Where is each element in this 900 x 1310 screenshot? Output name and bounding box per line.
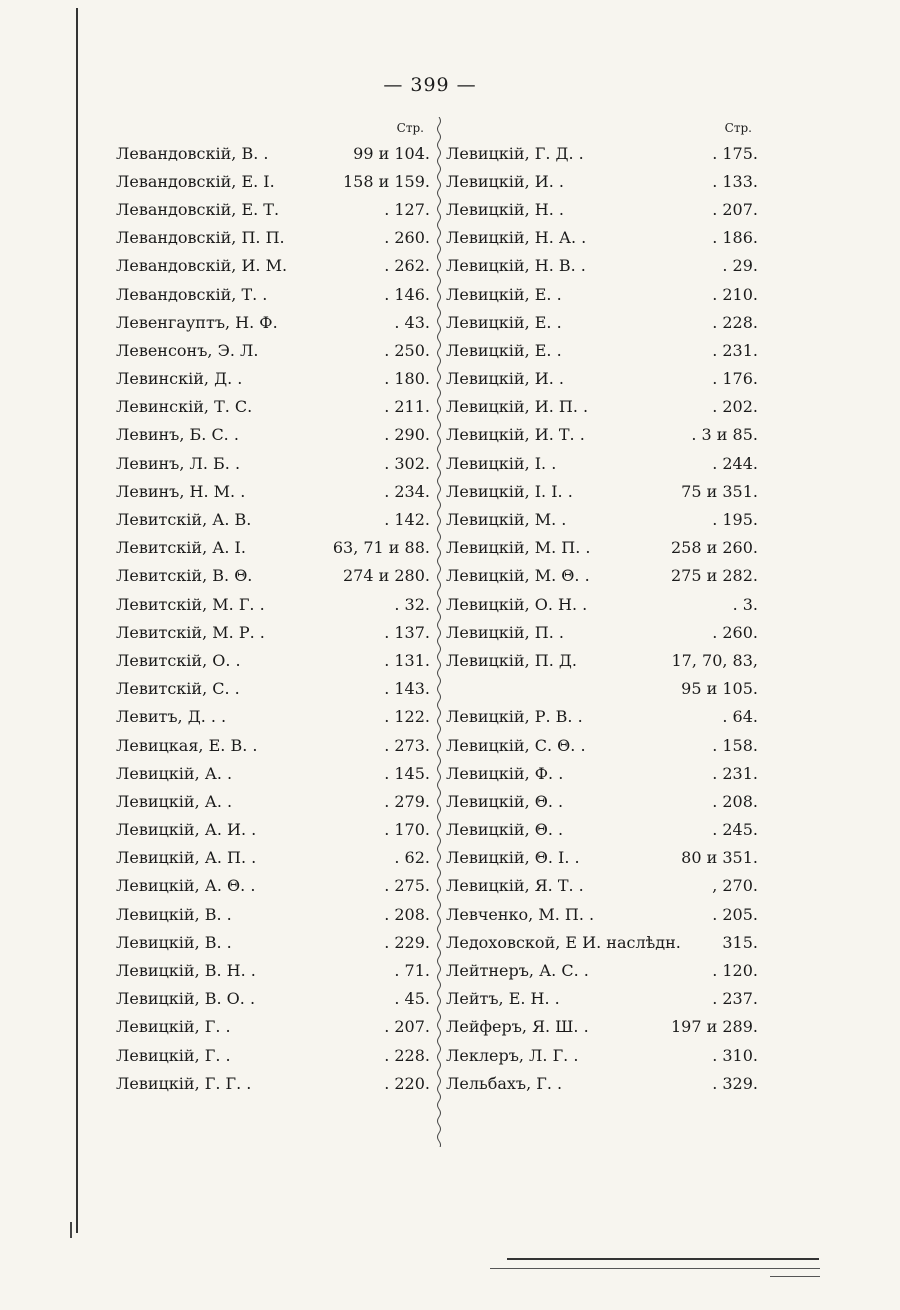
entry-pages: . 229. bbox=[384, 932, 430, 952]
entry-pages: . 260. bbox=[712, 622, 758, 642]
index-entry bbox=[446, 336, 758, 364]
entry-pages: . 142. bbox=[384, 510, 430, 530]
entry-name: Ледоховской, Е И. наслѣдн. bbox=[446, 932, 681, 952]
entry-name: Левицкій, І. І. . bbox=[446, 481, 573, 501]
index-entry bbox=[116, 167, 430, 195]
entry-name: Левицкій, М. . bbox=[446, 510, 567, 530]
entry-pages: . 245. bbox=[712, 820, 758, 840]
entry-name: Левицкій, В. . bbox=[116, 904, 232, 924]
index-entry bbox=[446, 562, 758, 590]
entry-pages: . 244. bbox=[712, 453, 758, 473]
entry-name: Леклеръ, Л. Г. . bbox=[446, 1045, 579, 1065]
left-index-column bbox=[116, 117, 430, 1097]
index-entry bbox=[446, 759, 758, 787]
entry-name: Левицкій, Г. Г. . bbox=[116, 1073, 252, 1093]
entry-pages: . 262. bbox=[384, 256, 430, 276]
entry-pages: . 228. bbox=[384, 1045, 430, 1065]
entry-pages: . 180. bbox=[384, 369, 430, 389]
entry-pages: . 133. bbox=[712, 171, 758, 191]
entry-pages: . 64. bbox=[722, 707, 758, 727]
entry-name: Левицкій, Е. . bbox=[446, 284, 562, 304]
entry-pages: 99 и 104. bbox=[353, 143, 430, 163]
entry-pages: . 143. bbox=[384, 679, 430, 699]
entry-pages: . 231. bbox=[712, 340, 758, 360]
entry-pages: 158 и 159. bbox=[343, 171, 430, 191]
entry-pages: . 329. bbox=[712, 1073, 758, 1093]
entry-name: Левицкій, В. . bbox=[116, 932, 232, 952]
right-entry-list bbox=[446, 139, 758, 1097]
entry-pages: . 127. bbox=[384, 199, 430, 219]
entry-pages: . 145. bbox=[384, 763, 430, 783]
entry-name: Левченко, М. П. . bbox=[446, 904, 595, 924]
entry-pages: 258 и 260. bbox=[671, 538, 758, 558]
index-entry bbox=[446, 280, 758, 308]
entry-name: Левинскій, Д. . bbox=[116, 369, 243, 389]
index-entry bbox=[116, 703, 430, 731]
index-entry bbox=[446, 308, 758, 336]
entry-name: Левинскій, Т. С. bbox=[116, 397, 253, 417]
index-entry bbox=[446, 421, 758, 449]
entry-pages: . 137. bbox=[384, 622, 430, 642]
index-entry bbox=[116, 477, 430, 505]
index-entry bbox=[446, 167, 758, 195]
entry-pages: . 250. bbox=[384, 340, 430, 360]
entry-pages: . 207. bbox=[712, 199, 758, 219]
entry-pages: , 270. bbox=[712, 876, 758, 896]
entry-name: Левицкій, П. . bbox=[446, 622, 564, 642]
entry-pages: . 220. bbox=[384, 1073, 430, 1093]
index-entry bbox=[446, 139, 758, 167]
entry-name: Левенсонъ, Э. Л. bbox=[116, 340, 259, 360]
index-entry bbox=[446, 365, 758, 393]
entry-pages: 17, 70, 83, bbox=[671, 650, 758, 670]
index-entry bbox=[116, 252, 430, 280]
right-index-column bbox=[446, 117, 758, 1097]
entry-name: Лейтъ, Е. Н. . bbox=[446, 989, 560, 1009]
entry-pages: . 170. bbox=[384, 820, 430, 840]
entry-pages: . 29. bbox=[722, 256, 758, 276]
entry-pages: . 43. bbox=[394, 312, 430, 332]
index-entry bbox=[446, 956, 758, 984]
index-entry bbox=[446, 195, 758, 223]
entry-pages: . 32. bbox=[394, 594, 430, 614]
index-entry bbox=[446, 872, 758, 900]
entry-name: Левицкій, Р. В. . bbox=[446, 707, 583, 727]
entry-name: Левандовскій, Т. . bbox=[116, 284, 268, 304]
entry-name: Левицкій, І. . bbox=[446, 453, 557, 473]
entry-name: Левицкій, Н. А. . bbox=[446, 228, 587, 248]
index-entry bbox=[446, 449, 758, 477]
entry-name: Левинъ, Л. Б. . bbox=[116, 453, 241, 473]
index-entry bbox=[116, 562, 430, 590]
index-entry bbox=[116, 505, 430, 533]
entry-pages: . 310. bbox=[712, 1045, 758, 1065]
index-entry bbox=[116, 731, 430, 759]
index-entry bbox=[446, 477, 758, 505]
entry-name: Лейферъ, Я. Ш. . bbox=[446, 1017, 589, 1037]
index-entry bbox=[446, 787, 758, 815]
entry-name: Левицкій, Н. . bbox=[446, 199, 564, 219]
entry-pages: . 122. bbox=[384, 707, 430, 727]
index-entry bbox=[446, 590, 758, 618]
entry-name: Левинъ, Б. С. . bbox=[116, 425, 239, 445]
entry-name: Левицкій, В. Н. . bbox=[116, 961, 256, 981]
left-entry-list bbox=[116, 139, 430, 1097]
entry-pages: 63, 71 и 88. bbox=[332, 538, 430, 558]
entry-pages: 197 и 289. bbox=[671, 1017, 758, 1037]
left-column-header: Стр. bbox=[396, 121, 424, 135]
entry-name: Левитъ, Д. . . bbox=[116, 707, 227, 727]
index-entry bbox=[446, 731, 758, 759]
entry-name: Левицкій, Н. В. . bbox=[446, 256, 586, 276]
index-entry bbox=[116, 449, 430, 477]
index-entry bbox=[116, 1013, 430, 1041]
entry-pages: . 176. bbox=[712, 369, 758, 389]
entry-name: Левицкій, С. Θ. . bbox=[446, 735, 586, 755]
entry-name: Левицкій, И. . bbox=[446, 369, 564, 389]
entry-pages: . 273. bbox=[384, 735, 430, 755]
entry-name: Левицкая, Е. В. . bbox=[116, 735, 258, 755]
index-entry bbox=[116, 872, 430, 900]
right-column-header: Стр. bbox=[724, 121, 752, 135]
index-entry bbox=[116, 421, 430, 449]
entry-name: Левандовскій, И. М. bbox=[116, 256, 288, 276]
index-entry bbox=[446, 646, 758, 674]
entry-name: Левицкій, А. И. . bbox=[116, 820, 257, 840]
column-divider bbox=[436, 117, 442, 1147]
index-entry bbox=[116, 844, 430, 872]
entry-pages: . 146. bbox=[384, 284, 430, 304]
entry-name: Левицкій, П. Д. bbox=[446, 650, 577, 670]
entry-name: Левитскій, С. . bbox=[116, 679, 240, 699]
entry-pages: . 175. bbox=[712, 143, 758, 163]
index-entry bbox=[116, 280, 430, 308]
index-entry bbox=[116, 646, 430, 674]
entry-name: Левицкій, А. . bbox=[116, 791, 233, 811]
index-entry bbox=[116, 675, 430, 703]
binding-mark bbox=[70, 1222, 84, 1238]
entry-pages: . 3 и 85. bbox=[691, 425, 758, 445]
index-entry bbox=[116, 1069, 430, 1097]
entry-pages: . 195. bbox=[712, 510, 758, 530]
index-entry bbox=[116, 900, 430, 928]
entry-name: Левицкій, А. П. . bbox=[116, 848, 257, 868]
entry-name: Левицкій, Г. . bbox=[116, 1045, 231, 1065]
entry-name: Лельбахъ, Г. . bbox=[446, 1073, 563, 1093]
entry-pages: . 120. bbox=[712, 961, 758, 981]
entry-name: Лейтнеръ, А. С. . bbox=[446, 961, 589, 981]
entry-name: Левандовскій, Е. Т. bbox=[116, 199, 280, 219]
index-entry bbox=[446, 1013, 758, 1041]
page-number: — 399 — bbox=[383, 74, 477, 96]
index-entry bbox=[446, 1041, 758, 1069]
entry-pages: . 211. bbox=[384, 397, 430, 417]
index-entry bbox=[116, 195, 430, 223]
entry-pages: . 62. bbox=[394, 848, 430, 868]
entry-name: Левицкій, В. О. . bbox=[116, 989, 256, 1009]
entry-pages: . 228. bbox=[712, 312, 758, 332]
entry-pages: . 237. bbox=[712, 989, 758, 1009]
entry-pages: . 45. bbox=[394, 989, 430, 1009]
entry-pages: . 207. bbox=[384, 1017, 430, 1037]
index-entry bbox=[446, 816, 758, 844]
index-entry bbox=[116, 759, 430, 787]
index-entry bbox=[116, 618, 430, 646]
entry-name: Левицкій, Г. Д. . bbox=[446, 143, 584, 163]
entry-pages: . 131. bbox=[384, 650, 430, 670]
entry-pages: . 3. bbox=[732, 594, 758, 614]
entry-name: Левинъ, Н. М. . bbox=[116, 481, 246, 501]
entry-name: Левандовскій, Е. І. bbox=[116, 171, 275, 191]
entry-pages: . 231. bbox=[712, 763, 758, 783]
index-entry bbox=[116, 928, 430, 956]
entry-pages: 80 и 351. bbox=[681, 848, 758, 868]
entry-pages: . 158. bbox=[712, 735, 758, 755]
index-entry bbox=[446, 534, 758, 562]
entry-name: Левандовскій, В. . bbox=[116, 143, 269, 163]
index-entry bbox=[116, 787, 430, 815]
entry-pages: 274 и 280. bbox=[343, 566, 430, 586]
entry-name: Левицкій, Θ. . bbox=[446, 791, 564, 811]
index-entry bbox=[116, 139, 430, 167]
entry-pages: . 275. bbox=[384, 876, 430, 896]
index-entry bbox=[446, 928, 758, 956]
index-entry bbox=[116, 590, 430, 618]
index-entry bbox=[116, 985, 430, 1013]
entry-pages: . 260. bbox=[384, 228, 430, 248]
entry-pages: . 234. bbox=[384, 481, 430, 501]
index-entry bbox=[446, 675, 758, 703]
entry-name: Левицкій, Е. . bbox=[446, 312, 562, 332]
index-entry bbox=[116, 336, 430, 364]
entry-name: Левицкій, Г. . bbox=[116, 1017, 231, 1037]
entry-name: Левицкій, И. . bbox=[446, 171, 564, 191]
index-entry bbox=[446, 900, 758, 928]
index-entry bbox=[116, 534, 430, 562]
entry-name: Левандовскій, П. П. bbox=[116, 228, 285, 248]
entry-name: Левитскій, О. . bbox=[116, 650, 241, 670]
entry-name: Левитскій, А. В. bbox=[116, 510, 252, 530]
index-entry bbox=[446, 703, 758, 731]
entry-name: Левицкій, И. Т. . bbox=[446, 425, 585, 445]
index-entry bbox=[446, 844, 758, 872]
entry-name: Левицкій, Я. Т. . bbox=[446, 876, 584, 896]
entry-pages: 95 и 105. bbox=[681, 679, 758, 699]
index-entry bbox=[116, 308, 430, 336]
index-entry bbox=[116, 816, 430, 844]
index-entry bbox=[446, 393, 758, 421]
entry-name: Левицкій, М. П. . bbox=[446, 538, 591, 558]
index-entry bbox=[446, 224, 758, 252]
bottom-rule bbox=[490, 1268, 820, 1269]
entry-name: Левицкій, О. Н. . bbox=[446, 594, 588, 614]
index-entry bbox=[116, 1041, 430, 1069]
bottom-rule-thick bbox=[507, 1258, 819, 1260]
binding-edge-line bbox=[76, 8, 78, 1233]
entry-name: Левитскій, В. Θ. bbox=[116, 566, 253, 586]
entry-name: Левитскій, А. І. bbox=[116, 538, 246, 558]
entry-pages: . 279. bbox=[384, 791, 430, 811]
entry-name: Левенгауптъ, Н. Ф. bbox=[116, 312, 278, 332]
entry-pages: 315. bbox=[722, 932, 758, 952]
entry-pages: . 302. bbox=[384, 453, 430, 473]
entry-pages: . 208. bbox=[384, 904, 430, 924]
entry-name: Левицкій, А. . bbox=[116, 763, 233, 783]
entry-name: Левицкій, Θ. . bbox=[446, 820, 564, 840]
index-entry bbox=[116, 224, 430, 252]
bottom-rule-short bbox=[770, 1276, 820, 1277]
index-entry bbox=[116, 956, 430, 984]
entry-pages: 75 и 351. bbox=[681, 481, 758, 501]
entry-name: Левицкій, Θ. І. . bbox=[446, 848, 580, 868]
entry-name: Левитскій, М. Г. . bbox=[116, 594, 265, 614]
index-entry bbox=[116, 393, 430, 421]
entry-pages: . 71. bbox=[394, 961, 430, 981]
index-entry bbox=[116, 365, 430, 393]
index-entry bbox=[446, 618, 758, 646]
entry-name: Левицкій, А. Θ. . bbox=[116, 876, 256, 896]
entry-pages: . 205. bbox=[712, 904, 758, 924]
entry-name: Левицкій, И. П. . bbox=[446, 397, 589, 417]
entry-pages: . 202. bbox=[712, 397, 758, 417]
entry-name: Левитскій, М. Р. . bbox=[116, 622, 265, 642]
entry-pages: . 208. bbox=[712, 791, 758, 811]
entry-pages: 275 и 282. bbox=[671, 566, 758, 586]
entry-name: Левицкій, Ф. . bbox=[446, 763, 564, 783]
entry-name: Левицкій, Е. . bbox=[446, 340, 562, 360]
index-entry bbox=[446, 252, 758, 280]
entry-name: Левицкій, М. Θ. . bbox=[446, 566, 590, 586]
index-entry bbox=[446, 1069, 758, 1097]
index-entry bbox=[446, 505, 758, 533]
entry-pages: . 210. bbox=[712, 284, 758, 304]
index-entry bbox=[446, 985, 758, 1013]
entry-pages: . 290. bbox=[384, 425, 430, 445]
entry-pages: . 186. bbox=[712, 228, 758, 248]
